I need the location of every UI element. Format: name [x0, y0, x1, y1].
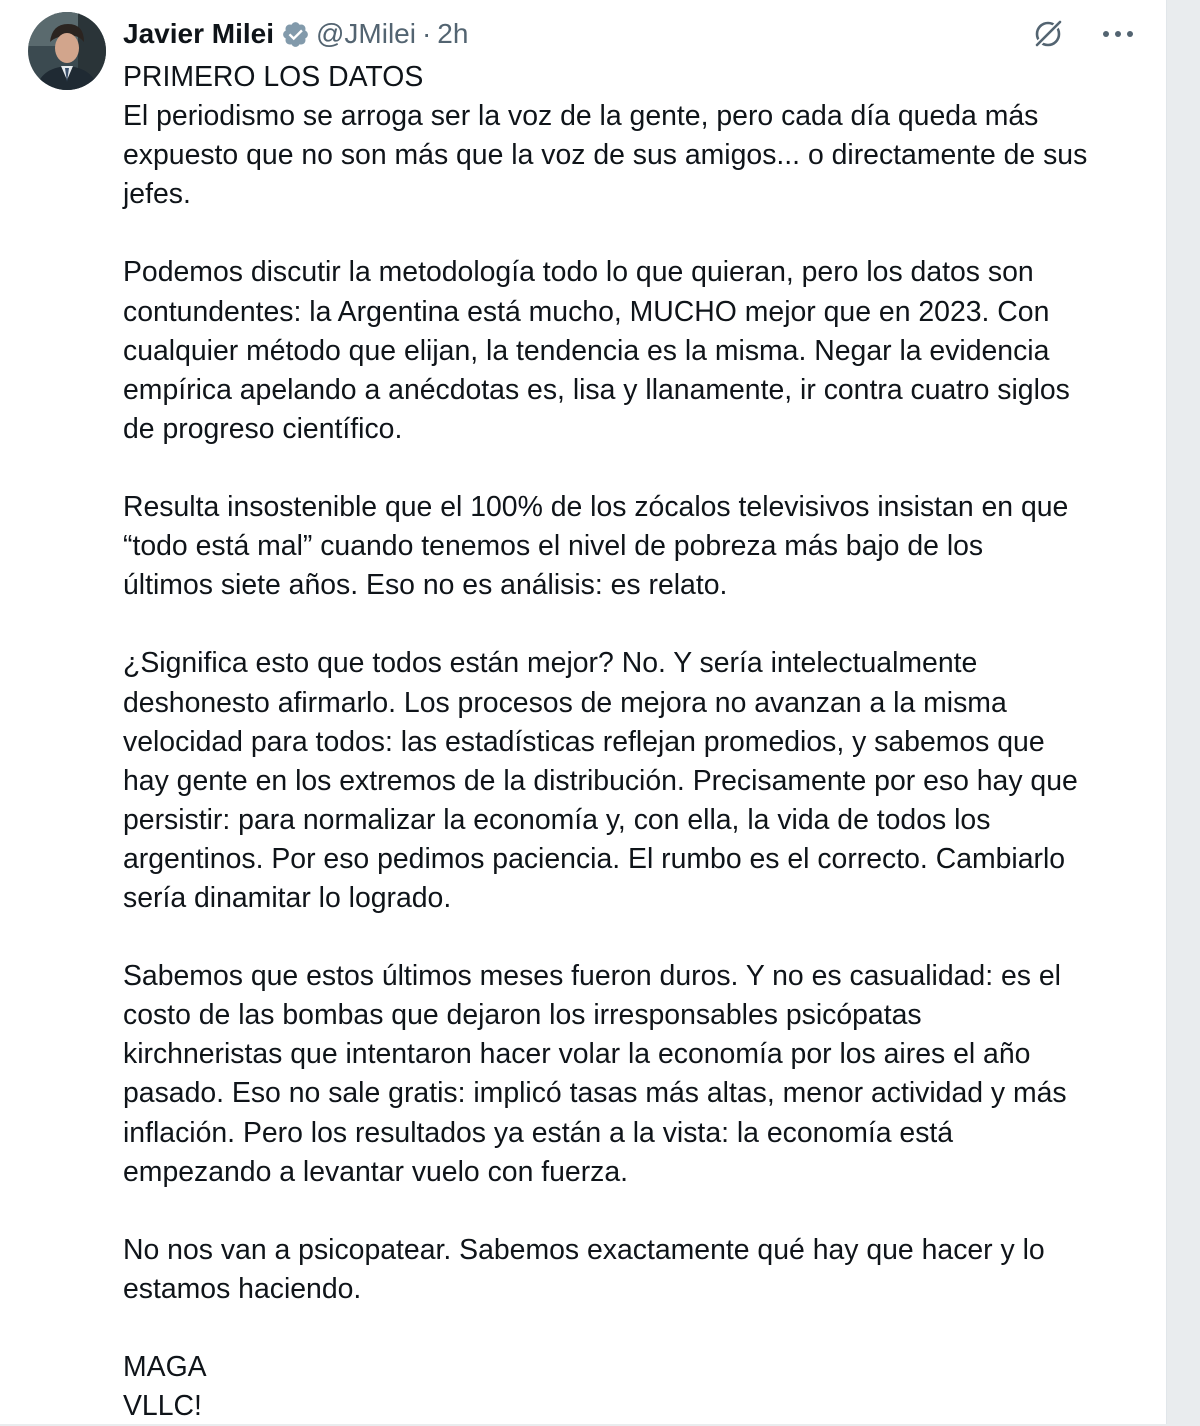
tweet-paragraph-7: MAGA VLLC!: [123, 1351, 207, 1423]
tweet-paragraph-5: Sabemos que estos últimos meses fueron duros. Y no es casualidad: es el costo de las bombas que dejaron los irresponsables psicópatas kirchneristas que intentaron hacer volar la economía por los aires el año pasado. Eso no sale gratis: implicó tasas más altas, menor actividad y más inflación. Pero los resultados ya están a la vista: la economía está empezando a levantar vuelo con fuerza.: [123, 960, 1067, 1188]
tweet-header: [123, 14, 468, 54]
avatar[interactable]: [28, 12, 106, 90]
tweet-paragraph-6: No nos van a psicopatear. Sabemos exactamente qué hay que hacer y lo estamos haciendo.: [123, 1233, 1045, 1305]
tweet-paragraph-2: Podemos discutir la metodología todo lo que quieran, pero los datos son contundentes: la Argentina está mucho, MUCHO mejor que en 2023. Con cualquier método que elijan, la tendencia es la misma. Negar la evidencia empírica apelando a anécdotas es, lisa y llanamente, ir contra cuatro siglos de progreso científico.: [123, 256, 1070, 445]
avatar-image: [28, 12, 106, 90]
tweet-paragraph-3: Resulta insostenible que el 100% de los zócalos televisivos insistan en que “todo está mal” cuando tenemos el nivel de pobreza más bajo de los últimos siete años. Eso no es análisis: es relato.: [123, 491, 1069, 602]
author-handle[interactable]: @JMilei: [315, 18, 416, 49]
tweet-text: [123, 58, 1153, 1426]
verified-badge-icon[interactable]: [281, 20, 310, 49]
tweet-paragraph-4: ¿Significa esto que todos están mejor? No. Y sería intelectualmente deshonesto afirmarlo. Los procesos de mejora no avanzan a la misma velocidad para todos: las estadísticas reflejan promedios, y sabemos que hay gente en los extremos de la distribución. Precisamente por eso hay que persistir: para normalizar la economía y, con ella, la vida de todos los argentinos. Por eso pedimos paciencia. El rumbo es el correcto. Cambiarlo sería dinamitar lo logrado.: [123, 647, 1078, 914]
author-name[interactable]: Javier Milei: [123, 18, 274, 49]
grok-icon[interactable]: [1030, 14, 1066, 54]
tweet-paragraph-1: PRIMERO LOS DATOS El periodismo se arroga ser la voz de la gente, pero cada día queda más expuesto que no son más que la voz de sus amigos... o directamente de sus jefes.: [123, 61, 1088, 211]
separator-dot: ·: [421, 18, 432, 49]
more-options-icon[interactable]: [1100, 14, 1136, 54]
timestamp[interactable]: 2h: [437, 18, 469, 49]
tweet-actions-top: [1030, 14, 1136, 54]
